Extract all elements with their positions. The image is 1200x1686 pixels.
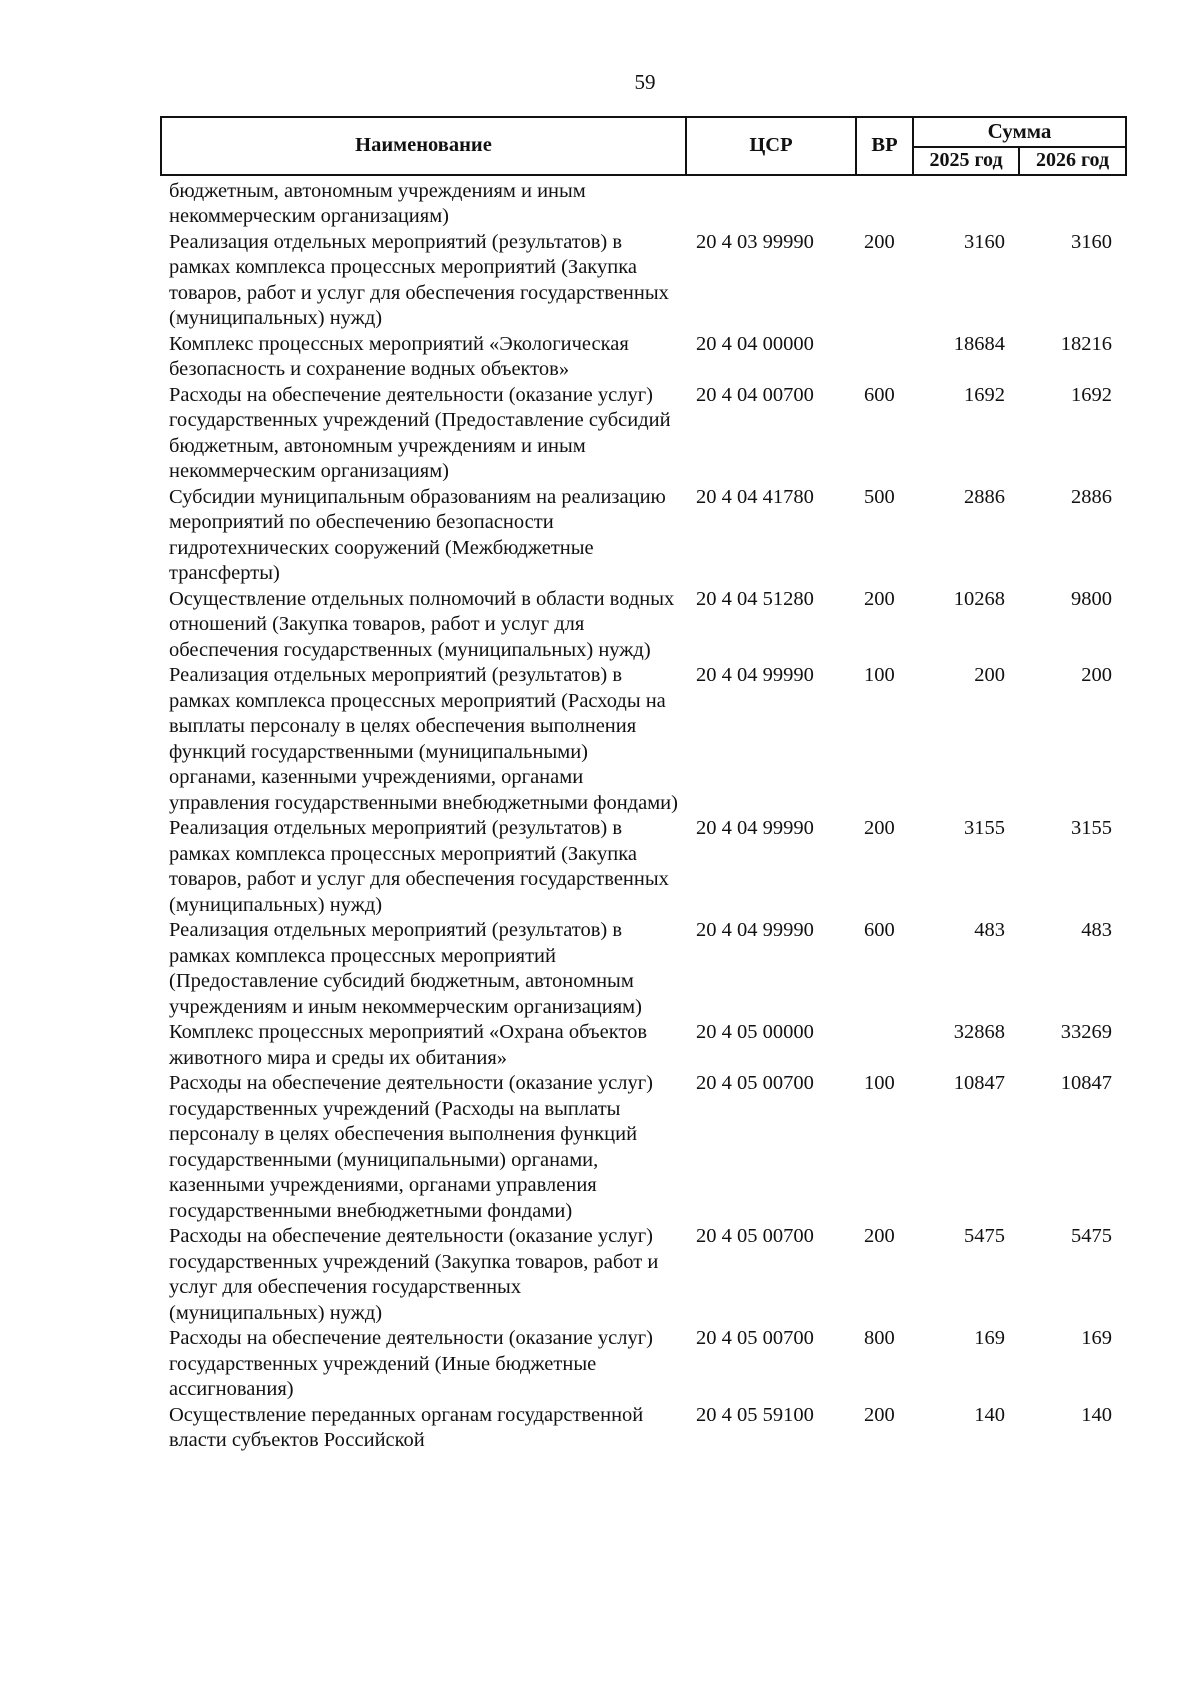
- header-csr: ЦСР: [686, 117, 856, 175]
- row-csr: 20 4 05 00000: [696, 1021, 814, 1043]
- row-amount-2026: 140: [1081, 1403, 1112, 1426]
- row-amount-2026: 169: [1081, 1327, 1112, 1349]
- row-name: Реализация отдельных мероприятий (результатов) в рамках комплекса процессных мероприятий (Предоставление субсидий бюджетным, автономным учреждениям и иным некоммерческим организациям): [169, 919, 642, 1018]
- row-amount-2026: 9800: [1071, 587, 1112, 610]
- row-amount-2026: 1692: [1071, 383, 1112, 406]
- row-csr: 20 4 03 99990: [696, 230, 814, 253]
- row-amount-2025: 10847: [953, 1072, 1005, 1094]
- row-vr: [856, 332, 913, 383]
- table-row: [161, 663, 1126, 816]
- row-name: Реализация отдельных мероприятий (результатов) в рамках комплекса процессных мероприятий (Расходы на выплаты персоналу в целях обеспечения выполнения функций государственными (муниципальными) органами, казенными учреждениями, органами управления государственными внебюджетными фондами): [169, 664, 678, 814]
- row-amount-2026: 2886: [1071, 485, 1112, 508]
- row-amount-2026: 33269: [1060, 1021, 1112, 1043]
- row-csr: 20 4 05 00700: [696, 1072, 814, 1094]
- row-vr: 600: [864, 383, 895, 406]
- row-name: Реализация отдельных мероприятий (результатов) в рамках комплекса процессных мероприятий (Закупка товаров, работ и услуг для обеспечения государственных (муниципальных) нужд): [169, 817, 669, 916]
- row-amount-2025: 3155: [964, 817, 1005, 839]
- table-row: [161, 383, 1126, 485]
- row-vr: [856, 1020, 913, 1071]
- header-sum: Сумма: [913, 117, 1126, 147]
- row-amount-2025: 2886: [964, 485, 1005, 508]
- row-amount-2026: 200: [1081, 664, 1112, 686]
- row-amount-2026: 3160: [1071, 230, 1112, 253]
- row-amount-2026: 3155: [1071, 817, 1112, 839]
- row-csr: 20 4 05 00700: [696, 1327, 814, 1349]
- row-vr: 100: [864, 1072, 895, 1094]
- row-amount-2026: [1019, 175, 1126, 230]
- row-amount-2026: 5475: [1071, 1225, 1112, 1247]
- row-amount-2025: [913, 175, 1019, 230]
- header-year-2026: 2026 год: [1019, 147, 1126, 175]
- row-name: Осуществление отдельных полномочий в области водных отношений (Закупка товаров, работ и услуг для обеспечения государственных (муниципальных) нужд): [169, 587, 675, 661]
- row-amount-2025: 169: [974, 1327, 1005, 1349]
- row-name: Расходы на обеспечение деятельности (оказание услуг) государственных учреждений (Закупка товаров, работ и услуг для обеспечения государственных (муниципальных) нужд): [169, 1225, 659, 1324]
- row-csr: 20 4 05 59100: [696, 1403, 814, 1426]
- row-name: Реализация отдельных мероприятий (результатов) в рамках комплекса процессных мероприятий (Закупка товаров, работ и услуг для обеспечения государственных (муниципальных) нужд): [169, 230, 669, 329]
- budget-table: [160, 116, 1127, 1454]
- row-vr: 600: [864, 919, 895, 941]
- row-vr: 100: [864, 664, 895, 686]
- row-vr: 200: [864, 1225, 895, 1247]
- table-row: [161, 1326, 1126, 1403]
- row-vr: [856, 175, 913, 230]
- row-vr: 500: [864, 485, 895, 508]
- row-csr: 20 4 04 00700: [696, 383, 814, 406]
- table-row: [161, 587, 1126, 664]
- table-row: [161, 175, 1126, 230]
- header-year-2025: 2025 год: [913, 147, 1019, 175]
- table-body: [161, 175, 1126, 1454]
- row-csr: 20 4 04 99990: [696, 664, 814, 686]
- row-amount-2026: 10847: [1060, 1072, 1112, 1094]
- row-name: Комплекс процессных мероприятий «Экологическая безопасность и сохранение водных объектов»: [169, 332, 629, 380]
- row-amount-2025: 140: [974, 1403, 1005, 1426]
- row-name: Осуществление переданных органам государственной власти субъектов Российской: [169, 1403, 644, 1451]
- row-name: Комплекс процессных мероприятий «Охрана объектов животного мира и среды их обитания»: [169, 1021, 648, 1069]
- row-amount-2025: 18684: [953, 332, 1005, 355]
- row-csr: [686, 175, 856, 230]
- row-amount-2025: 483: [974, 919, 1005, 941]
- row-amount-2025: 32868: [953, 1021, 1005, 1043]
- row-amount-2025: 10268: [953, 587, 1005, 610]
- header-name: Наименование: [161, 117, 686, 175]
- page-number: 59: [634, 70, 656, 94]
- row-amount-2025: 3160: [964, 230, 1005, 253]
- table-row: [161, 332, 1126, 383]
- row-vr: 200: [864, 817, 895, 839]
- row-amount-2025: 5475: [964, 1225, 1005, 1247]
- row-name: Расходы на обеспечение деятельности (оказание услуг) государственных учреждений (Расходы на выплаты персоналу в целях обеспечения выполнения функций государственными (муниципальными) органами, казенными учреждениями, органами управления государственными внебюджетными фондами): [169, 1072, 653, 1222]
- table-row: [161, 816, 1126, 918]
- table-row: [161, 485, 1126, 587]
- table-row: [161, 1020, 1126, 1071]
- row-vr: 200: [864, 230, 895, 253]
- row-csr: 20 4 04 99990: [696, 817, 814, 839]
- row-name: Расходы на обеспечение деятельности (оказание услуг) государственных учреждений (Иные бюджетные ассигнования): [169, 1327, 653, 1400]
- row-vr: 200: [864, 1403, 895, 1426]
- row-amount-2026: 483: [1081, 919, 1112, 941]
- table-header: [161, 117, 1126, 175]
- row-csr: 20 4 04 00000: [696, 332, 814, 355]
- table-row: [161, 230, 1126, 332]
- row-vr: 800: [864, 1327, 895, 1349]
- row-vr: 200: [864, 587, 895, 610]
- table-row: [161, 1071, 1126, 1224]
- row-csr: 20 4 04 41780: [696, 485, 814, 508]
- row-amount-2025: 200: [974, 664, 1005, 686]
- row-csr: 20 4 04 99990: [696, 919, 814, 941]
- row-amount-2025: 1692: [964, 383, 1005, 406]
- row-name: Субсидии муниципальным образованиям на реализацию мероприятий по обеспечению безопасности гидротехнических сооружений (Межбюджетные трансферты): [169, 485, 666, 584]
- table-row: [161, 918, 1126, 1020]
- row-name: бюджетным, автономным учреждениям и иным некоммерческим организациям): [169, 179, 586, 227]
- row-amount-2026: 18216: [1060, 332, 1112, 355]
- row-csr: 20 4 05 00700: [696, 1225, 814, 1247]
- table-row: [161, 1403, 1126, 1454]
- header-vr: ВР: [856, 117, 913, 175]
- table-row: [161, 1224, 1126, 1326]
- row-name: Расходы на обеспечение деятельности (оказание услуг) государственных учреждений (Предоставление субсидий бюджетным, автономным учреждениям и иным некоммерческим организациям): [169, 383, 671, 482]
- row-csr: 20 4 04 51280: [696, 587, 814, 610]
